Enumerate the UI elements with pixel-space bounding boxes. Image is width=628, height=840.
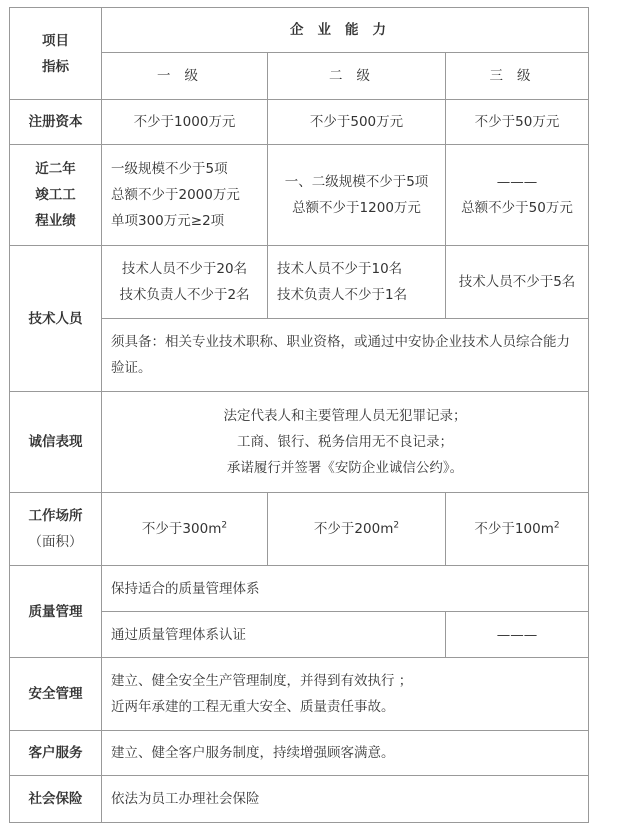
safety-content: 建立、健全安全生产管理制度，并得到有效执行 ； 近两年承建的工程无重大安全、质量责任事故。 [102, 658, 589, 731]
header-ability: 企业能力 [102, 8, 589, 53]
tech-level-2: 技术人员不少于10名 技术负责人不少于1名 [268, 246, 446, 319]
row-label-integrity: 诚信表现 [10, 392, 102, 493]
workplace-level-3: 不少于$100m^2$ [446, 493, 589, 566]
quality-line-2: 通过质量管理体系认证 [102, 612, 446, 658]
header-level-3: 三级 [446, 53, 589, 100]
workplace-level-2: 不少于$200m^2$ [268, 493, 446, 566]
performance-level-2: 一、二级规模不少于5项 总额不少于1200万元 [268, 145, 446, 246]
workplace-level-1: 不少于$300m^2$ [102, 493, 268, 566]
row-label-quality: 质量管理 [10, 566, 102, 658]
row-label-service: 客户服务 [10, 731, 102, 776]
row-label-performance: 近二年 竣工工 程业绩 [10, 145, 102, 246]
header-level-1: 一级 [102, 53, 268, 100]
service-content: 建立、健全客户服务制度，持续增强顾客满意。 [102, 731, 589, 776]
row-label-workplace: 工作场所 （面积） [10, 493, 102, 566]
tech-note: 须具备：相关专业技术职称、职业资格，或通过中安协企业技术人员综合能力验证。 [102, 319, 589, 392]
integrity-content: 法定代表人和主要管理人员无犯罪记录； 工商、银行、税务信用无不良记录； 承诺履行并签署《安防企业诚信公约》。 [102, 392, 589, 493]
capital-level-2: 不少于500万元 [268, 100, 446, 145]
tech-level-1: 技术人员不少于20名 技术负责人不少于2名 [102, 246, 268, 319]
enterprise-ability-table [9, 7, 589, 823]
row-label-safety: 安全管理 [10, 658, 102, 731]
capital-level-1: 不少于1000万元 [102, 100, 268, 145]
quality-line-1: 保持适合的质量管理体系 [102, 566, 589, 612]
insurance-content: 依法为员工办理社会保险 [102, 776, 589, 823]
capital-level-3: 不少于50万元 [446, 100, 589, 145]
header-item-indicator [10, 8, 102, 100]
header-level-2: 二级 [268, 53, 446, 100]
quality-level-3-dash: ——— [446, 612, 589, 658]
row-label-tech: 技术人员 [10, 246, 102, 392]
row-label-insurance: 社会保险 [10, 776, 102, 823]
row-label-capital: 注册资本 [10, 100, 102, 145]
header-item-label-2: 指标 [42, 58, 69, 75]
tech-level-3: 技术人员不少于5名 [446, 246, 589, 319]
performance-dash: ——— [496, 174, 538, 190]
performance-level-1: 一级规模不少于5项 总额不少于2000万元 单项300万元≥2项 [102, 145, 268, 246]
performance-level-3: ——— 总额不少于50万元 [446, 145, 589, 246]
header-item-label-1: 项目 [42, 32, 69, 49]
